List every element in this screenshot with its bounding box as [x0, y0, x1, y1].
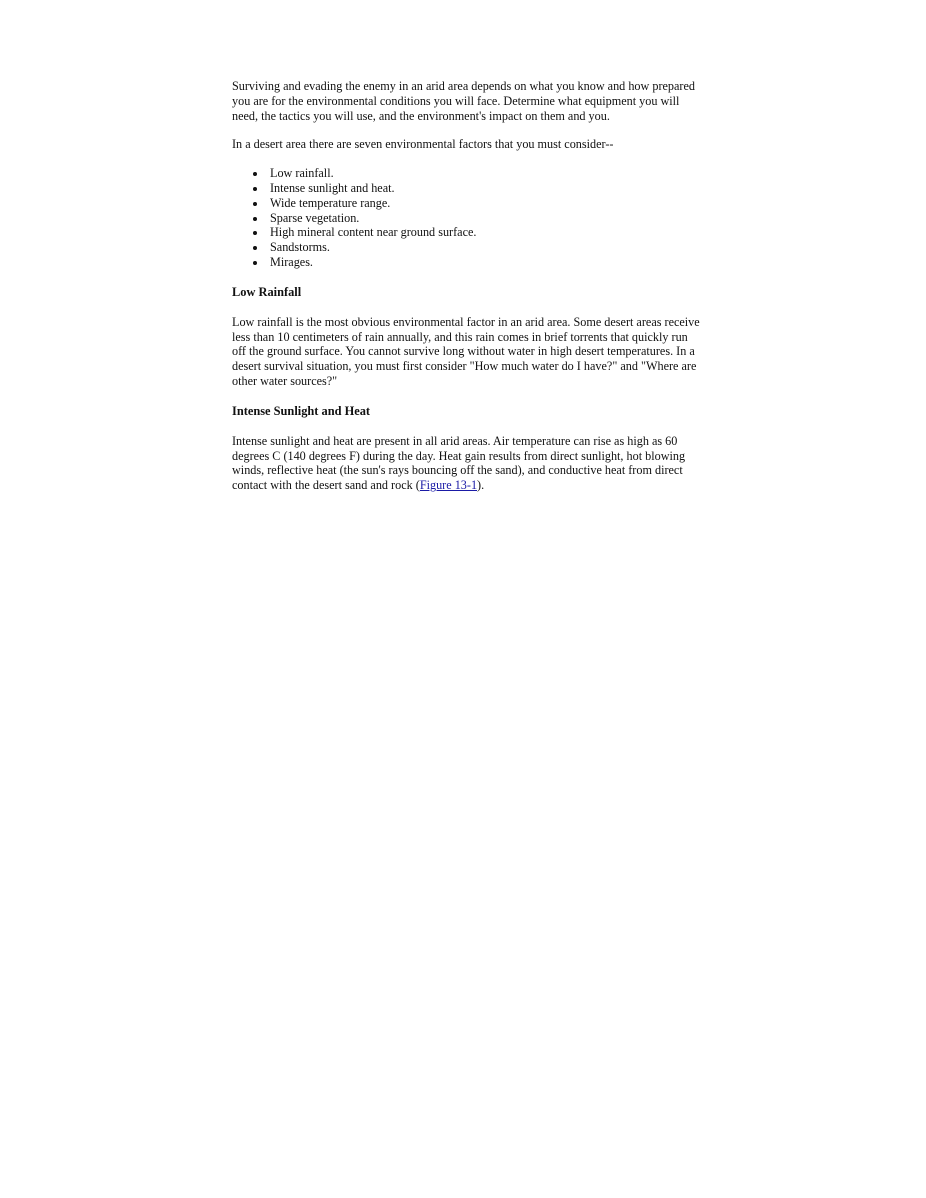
intense-sunlight-text: Intense sunlight and heat are present in all arid areas. Air temperature can rise as high as 60 degrees C (140 degrees F) during the day. Heat gain results from direct sunlight, hot blowing winds, reflective heat (the sun's rays bouncing off the sand), and conductive heat from direct contact with the desert sand and rock ( — [232, 433, 686, 493]
low-rainfall-heading: Low Rainfall — [232, 284, 302, 299]
list-item: Intense sunlight and heat. — [232, 181, 704, 196]
low-rainfall-paragraph: Low rainfall is the most obvious environmental factor in an arid area. Some desert areas receive less than 10 centimeters of rain annually, and this rain comes in brief torrents that quickly run off the ground surface. You cannot survive long without water in high desert temperatures. In a desert survival situation, you must first consider "How much water do I have?" and "Where are other water sources?" — [232, 314, 700, 388]
intense-sunlight-paragraph — [232, 434, 704, 493]
list-item: Low rainfall. — [232, 166, 704, 181]
intro-paragraph: Surviving and evading the enemy in an arid area depends on what you know and how prepared you are for the environmental conditions you will face. Determine what equipment you will need, the tactics you will use, and the environment's impact on them and you. — [232, 79, 695, 123]
list-item: Wide temperature range. — [232, 196, 704, 211]
intense-sunlight-heading: Intense Sunlight and Heat — [232, 403, 371, 418]
list-item: Sparse vegetation. — [232, 211, 704, 226]
document-page — [232, 79, 704, 493]
environmental-factors-list — [232, 166, 704, 270]
list-item: High mineral content near ground surface. — [232, 225, 704, 240]
figure-13-1-link[interactable]: Figure 13-1 — [419, 478, 478, 493]
intense-sunlight-text-end: ). — [477, 478, 485, 493]
list-item: Mirages. — [232, 255, 704, 270]
list-item: Sandstorms. — [232, 240, 704, 255]
factors-intro-paragraph: In a desert area there are seven environmental factors that you must consider-- — [232, 137, 614, 152]
